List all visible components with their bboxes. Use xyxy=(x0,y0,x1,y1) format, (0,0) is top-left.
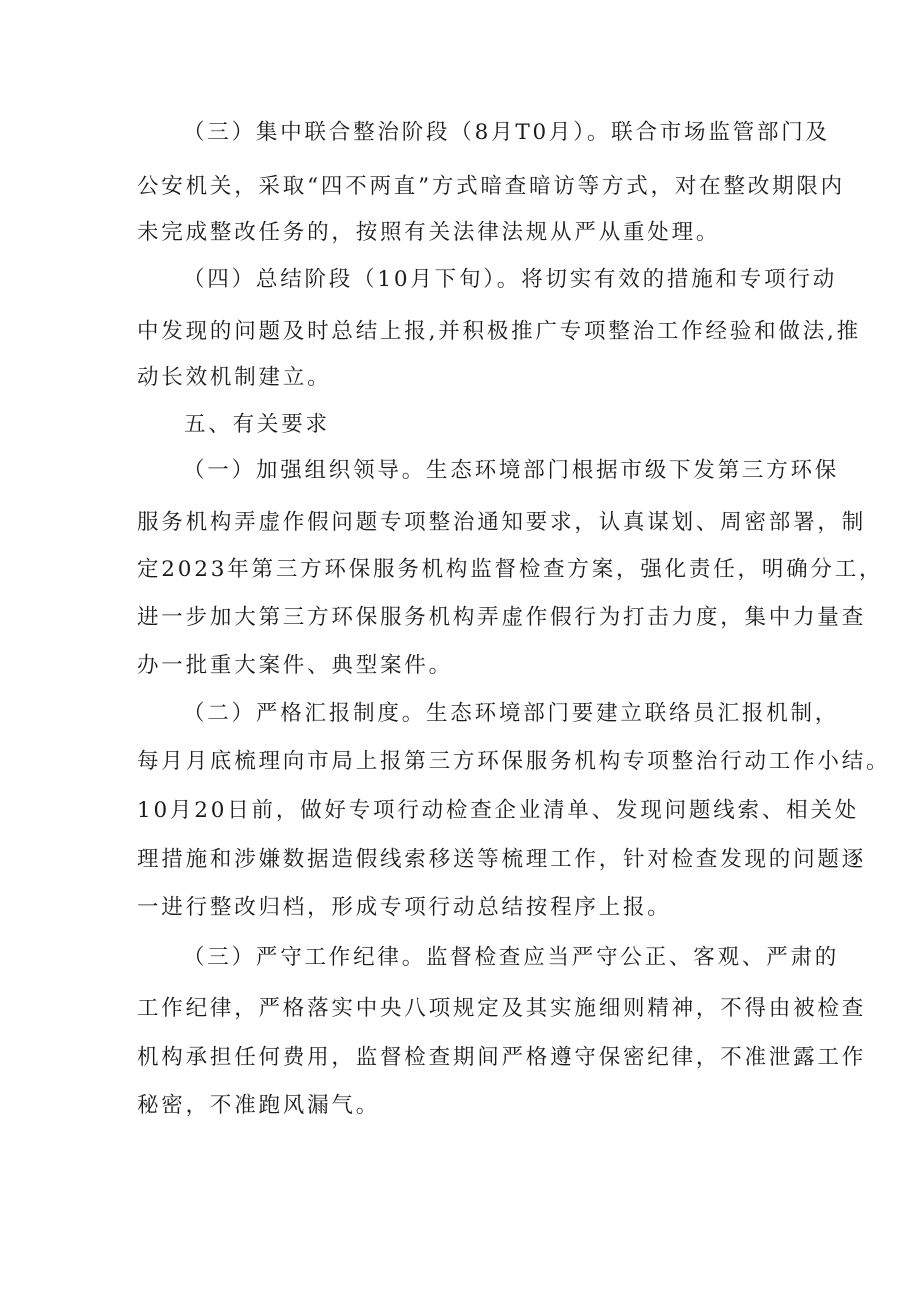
paragraph-line: （四）总结阶段（10月下旬）。将切实有效的措施和专项行动 xyxy=(183,267,838,292)
paragraph-line: 中发现的问题及时总结上报,并积极推广专项整治工作经验和做法,推 xyxy=(137,319,861,344)
paragraph-line: 10月20日前，做好专项行动检查企业清单、发现问题线索、相关处 xyxy=(137,798,860,823)
paragraph-line: 公安机关，采取“四不两直”方式暗查暗访等方式，对在整改期限内 xyxy=(137,174,845,199)
paragraph-line: 未完成整改任务的，按照有关法律法规从严从重处理。 xyxy=(137,220,721,245)
paragraph-line: 机构承担任何费用，监督检查期间严格遵守保密纪律，不准泄露工作 xyxy=(137,1045,867,1070)
paragraph-line: 秘密，不准跑风漏气。 xyxy=(137,1093,381,1118)
paragraph-line: （一）加强组织领导。生态环境部门根据市级下发第三方环保 xyxy=(183,458,840,483)
paragraph-line: 定2023年第三方环保服务机构监督检查方案，强化责任，明确分工， xyxy=(137,557,884,582)
paragraph-line: 一进行整改归档，形成专项行动总结按程序上报。 xyxy=(137,895,672,920)
section-heading: 五、有关要求 xyxy=(184,412,330,437)
paragraph-line: 理措施和涉嫌数据造假线索移送等梳理工作，针对检查发现的问题逐 xyxy=(137,847,867,872)
paragraph-line: 服务机构弄虚作假问题专项整治通知要求，认真谋划、周密部署，制 xyxy=(137,510,867,535)
paragraph-line: 每月月底梳理向市局上报第三方环保服务机构专项整治行动工作小结。 xyxy=(137,749,891,774)
paragraph-line: （三）集中联合整治阶段（8月T0月）。联合市场监管部门及 xyxy=(183,120,830,145)
paragraph-line: （二）严格汇报制度。生态环境部门要建立联络员汇报机制， xyxy=(183,701,840,726)
paragraph-line: 办一批重大案件、典型案件。 xyxy=(137,653,453,678)
paragraph-line: 进一步加大第三方环保服务机构弄虚作假行为打击力度，集中力量查 xyxy=(137,605,867,630)
paragraph-line: （三）严守工作纪律。监督检查应当严守公正、客观、严肃的 xyxy=(183,945,840,970)
paragraph-line: 工作纪律，严格落实中央八项规定及其实施细则精神，不得由被检查 xyxy=(137,996,867,1021)
paragraph-line: 动长效机制建立。 xyxy=(137,365,332,390)
